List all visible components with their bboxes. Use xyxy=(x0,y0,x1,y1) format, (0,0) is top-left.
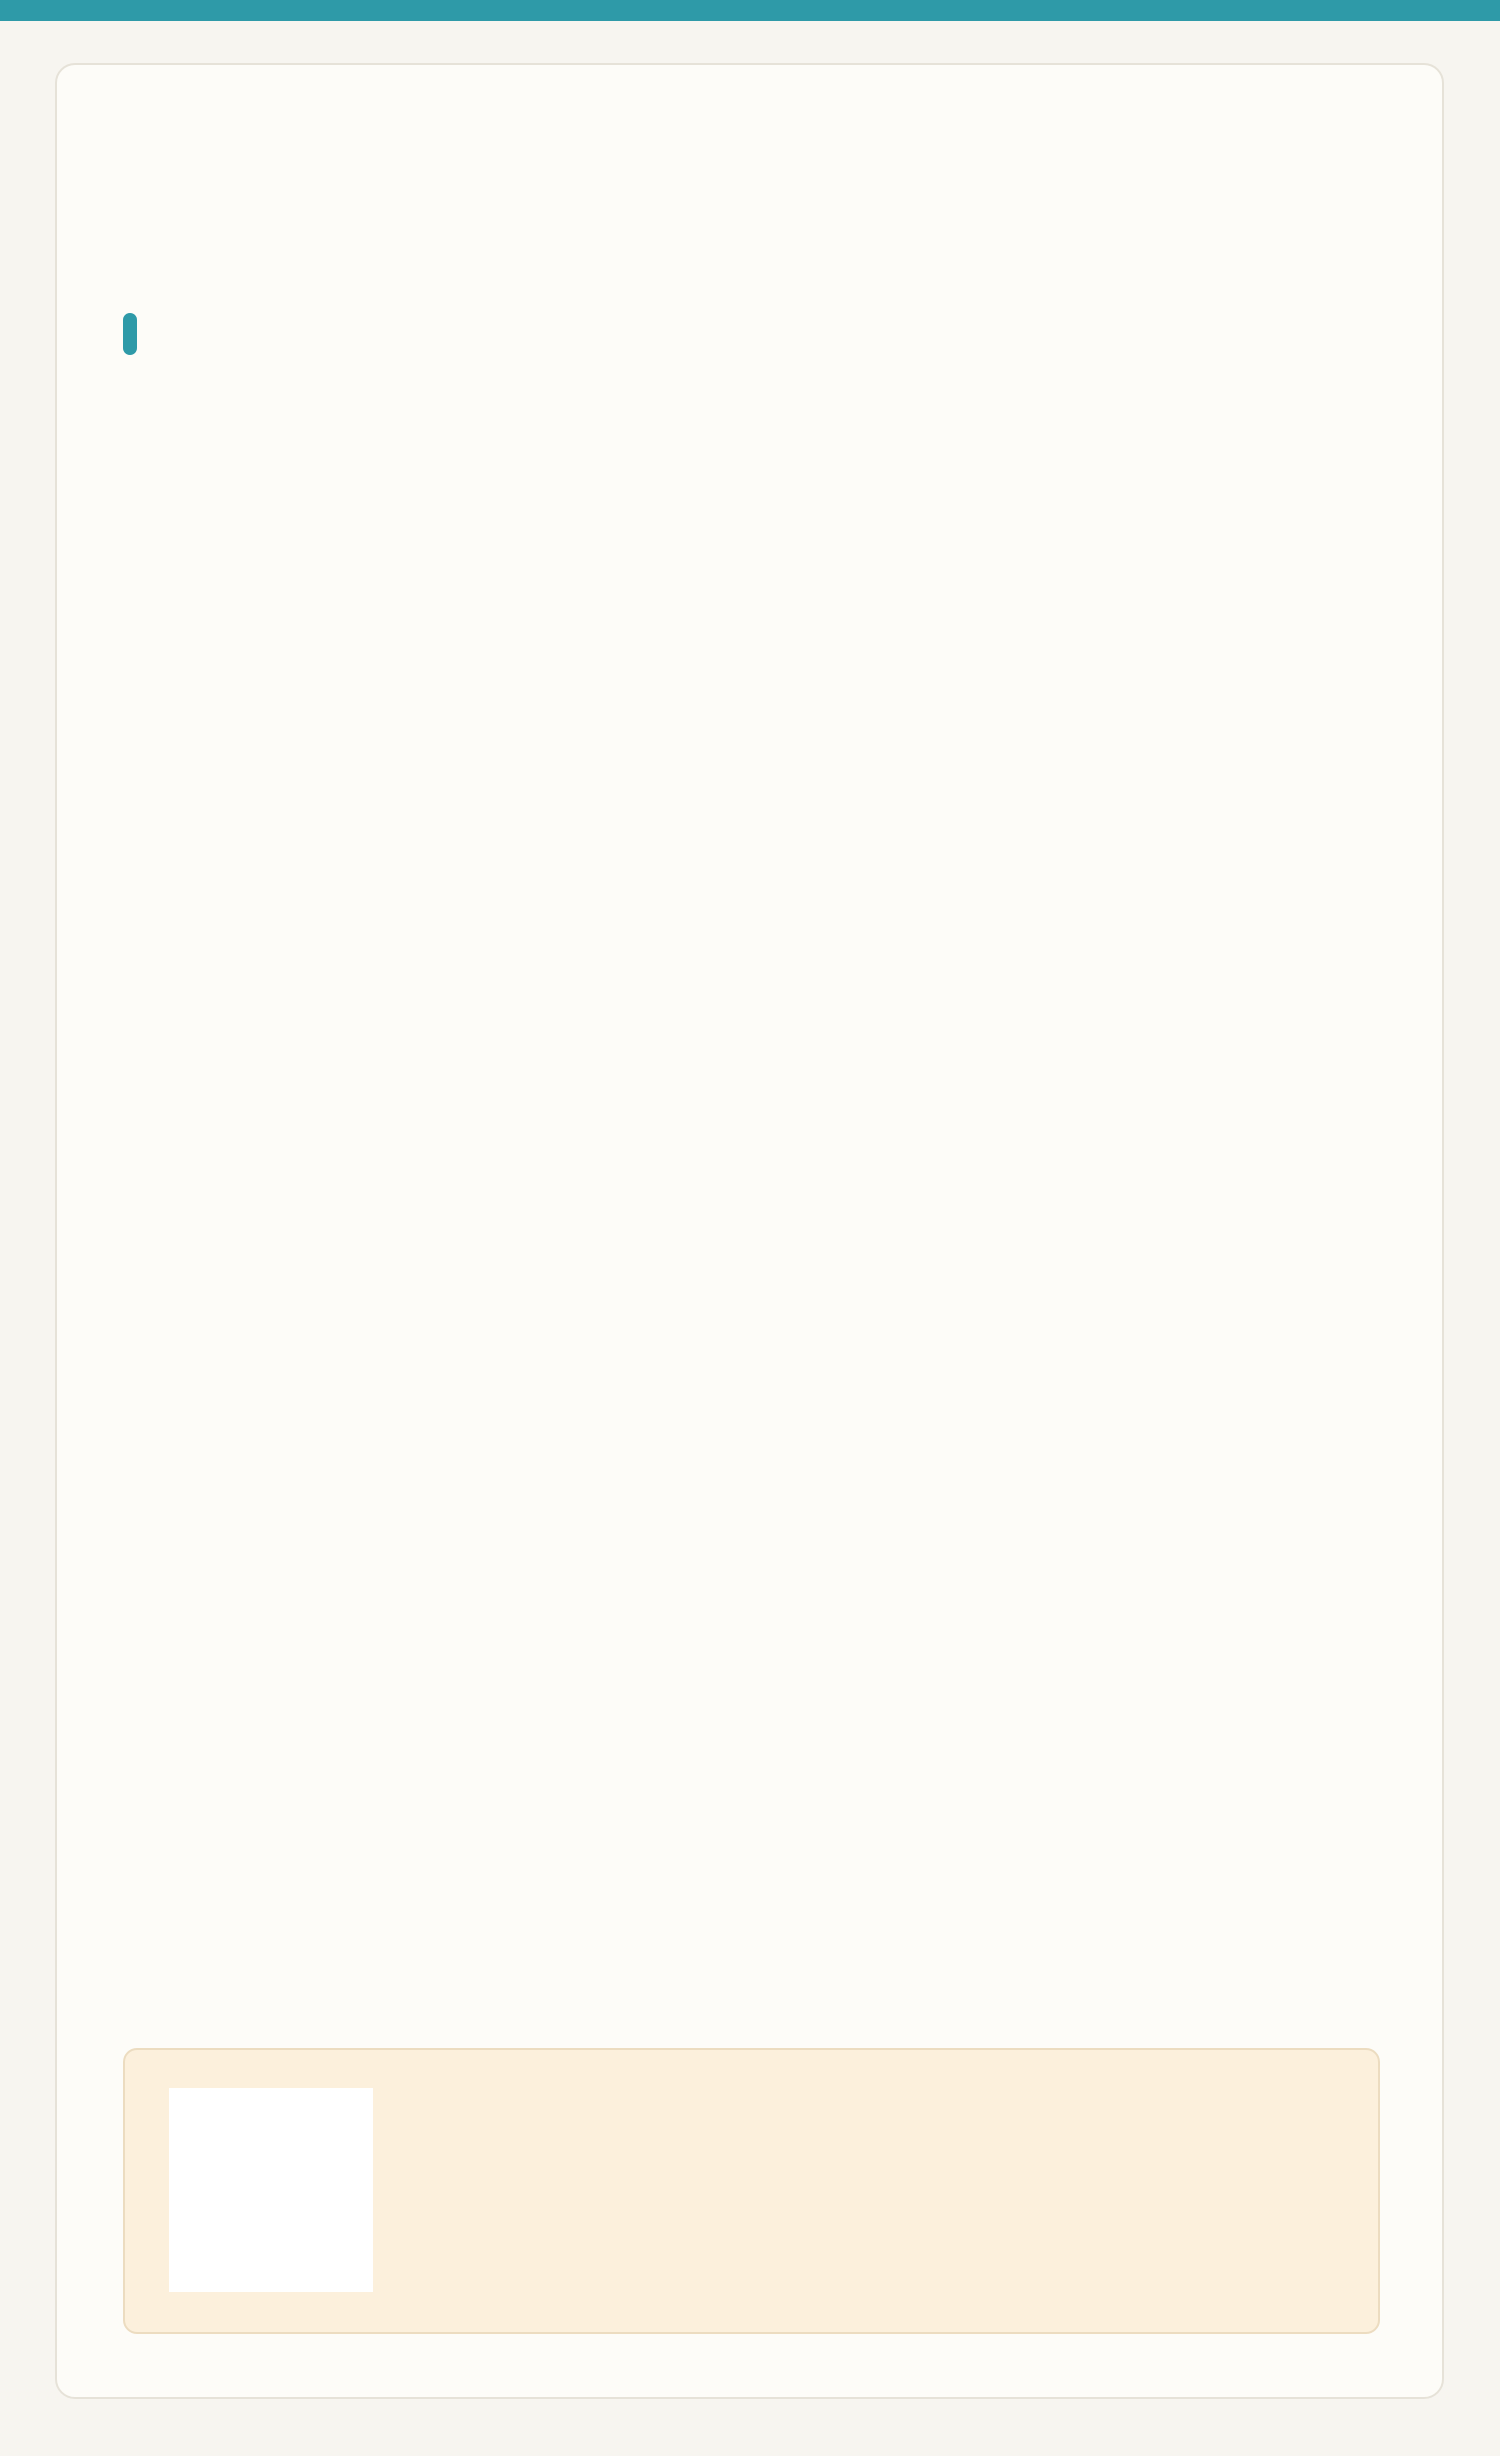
promo-banner xyxy=(123,2048,1380,2334)
supply-list-card xyxy=(55,63,1444,2399)
top-accent-bar xyxy=(0,0,1500,21)
grade-marker xyxy=(123,313,137,355)
qr-code-icon[interactable] xyxy=(169,2088,373,2292)
grade-label xyxy=(123,311,157,357)
